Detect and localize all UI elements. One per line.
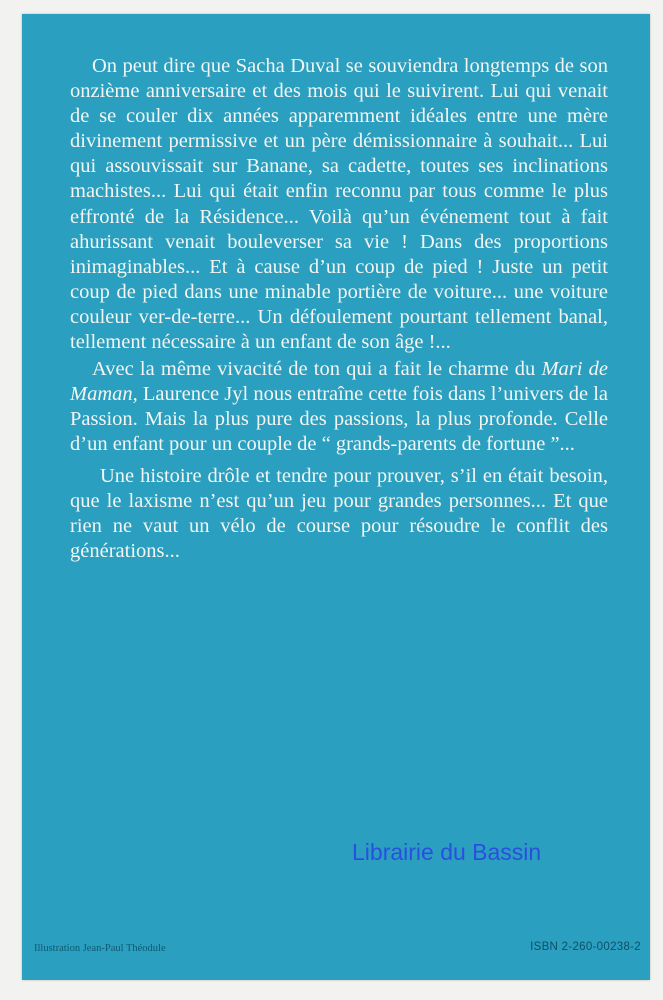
blurb-paragraph-1: On peut dire que Sacha Duval se souviendra longtemps de son onzième anniversaire et des mois qui le suivirent. Lui qui venait de se couler dix années apparemment idéales entre une mère divinement permissive et un père démissionnaire à souhait... Lui qui assouvissait sur Banane, sa cadette, toutes ses inclinations machistes... Lui qui était enfin reconnu par tous comme le plus effronté de la Résidence... Voilà qu’un événement tout à fait ahurissant venait bouleverser sa vie ! Dans des proportions inimaginables... Et à cause d’un coup de pied ! Juste un petit coup de pied dans une minable portière de voiture... une voiture couleur ver-de-terre... Un défoulement pourtant tellement banal, tellement nécessaire à un enfant de son âge !... <box>70 55 608 354</box>
book-title-reference: Mari de Maman, <box>70 358 608 406</box>
blurb-text <box>70 54 608 566</box>
blurb-paragraph-2 <box>70 357 608 457</box>
isbn-number: ISBN 2-260-00238-2 <box>530 941 641 953</box>
illustration-credit: Illustration Jean-Paul Théodule <box>34 943 166 954</box>
bookstore-watermark: Librairie du Bassin <box>352 839 542 865</box>
blurb-paragraph-3: Une histoire drôle et tendre pour prouver, s’il en était besoin, que le laxisme n’est qu’un jeu pour grandes personnes... Et que rien ne vaut un vélo de course pour résoudre le conflit des générations... <box>70 464 608 562</box>
paragraph-2-intro: Avec la même vivacité de ton qui a fait le charme du <box>92 358 542 381</box>
paragraph-2-rest: Laurence Jyl nous entraîne cette fois dans l’univers de la Passion. Mais la plus pure des passions, la plus profonde. Celle d’un enfant pour un couple de “ grands-parents de fortune ”... <box>70 383 608 456</box>
